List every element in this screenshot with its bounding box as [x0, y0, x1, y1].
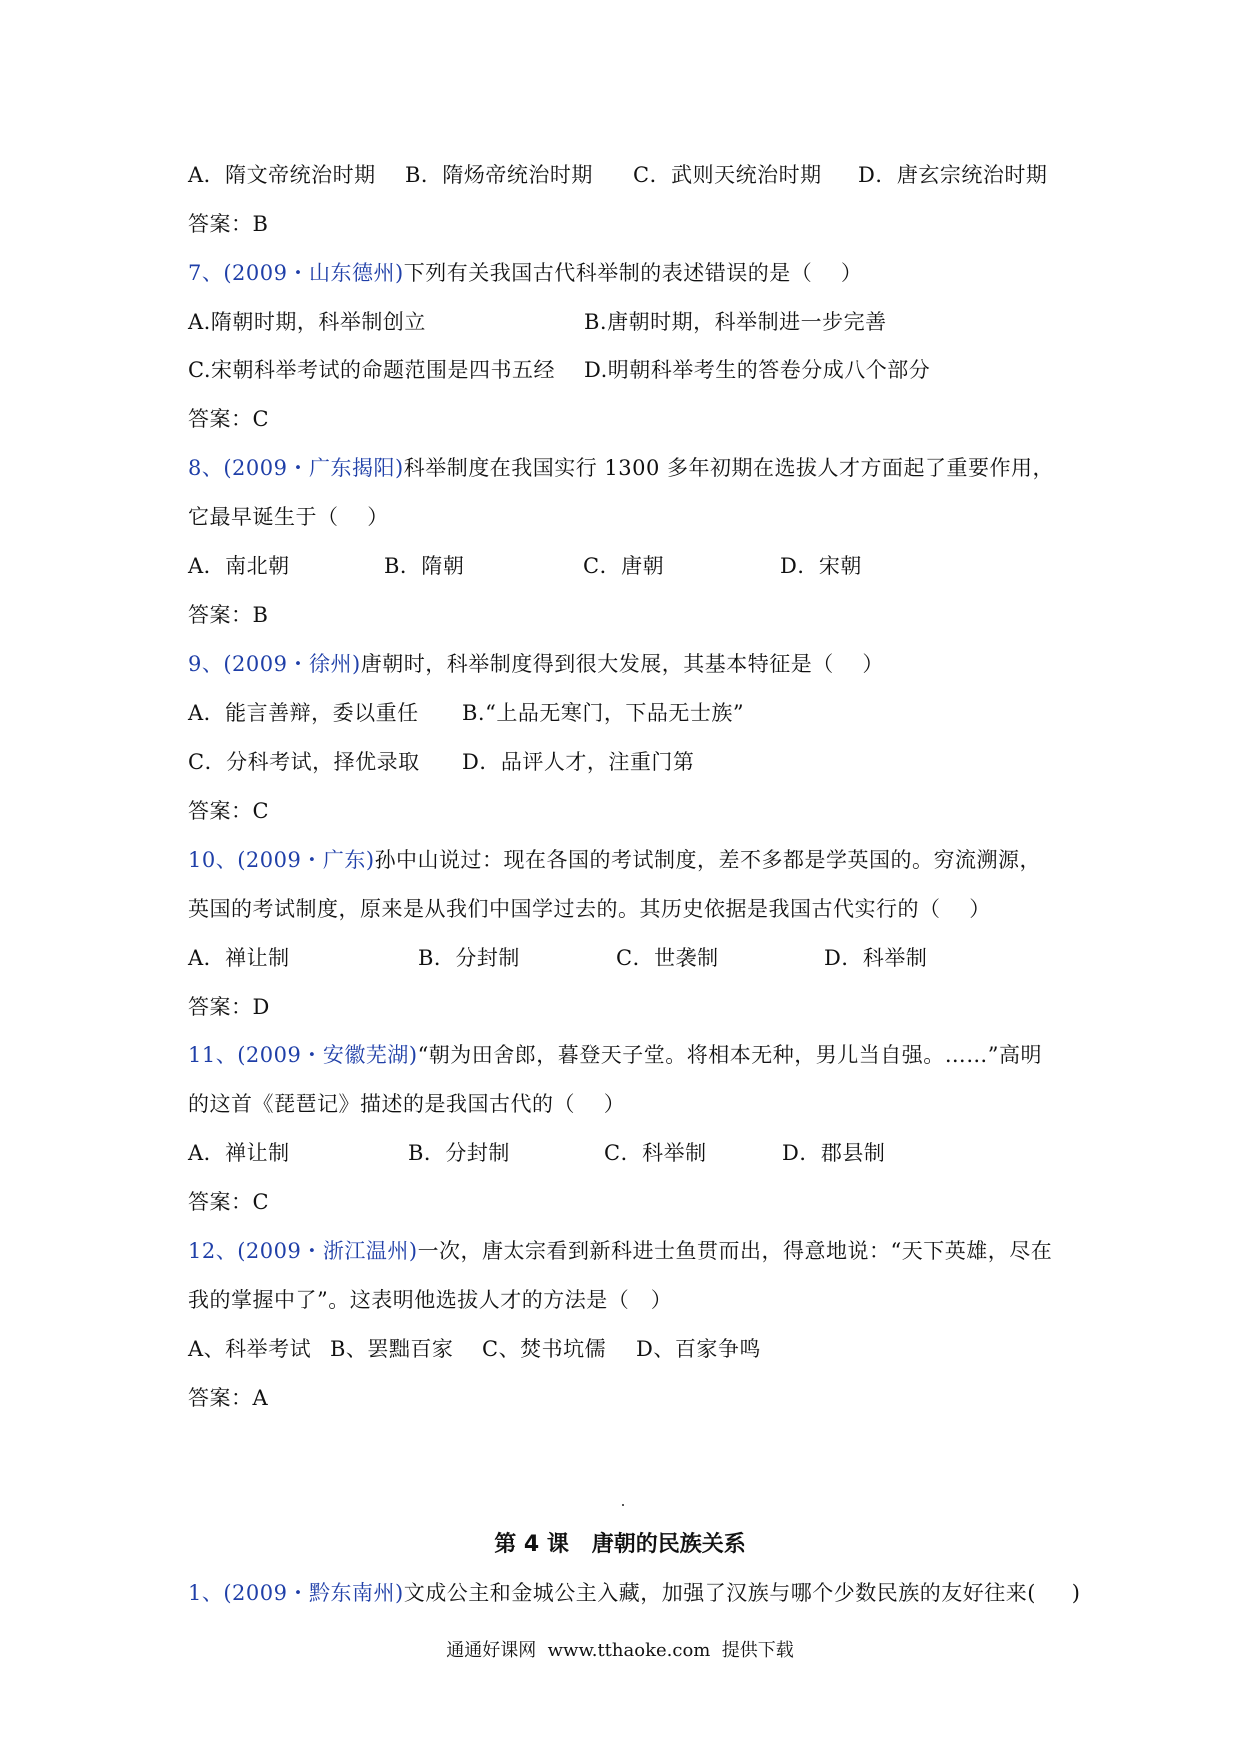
- question-11-answer: 答案：C: [188, 1190, 270, 1214]
- option-b: B．隋朝: [384, 554, 465, 578]
- option-a: A.隋朝时期，科举制创立: [188, 310, 426, 334]
- question-10-stem: [188, 845, 1041, 875]
- question-6-options: [0, 160, 1240, 190]
- option-d: D．郡县制: [782, 1141, 886, 1165]
- question-9-options-row2: [0, 747, 1240, 777]
- question-7-options-row1: [0, 307, 1240, 337]
- question-9-options-row1: [0, 698, 1240, 728]
- question-11-stem-cont: 的这首《琵琶记》描述的是我国古代的（ ）: [188, 1092, 626, 1116]
- question-10-options: [0, 943, 1240, 973]
- question-11-stem: [188, 1040, 1042, 1070]
- option-c: C．唐朝: [583, 554, 665, 578]
- option-a: A、科举考试: [188, 1337, 312, 1361]
- question-7-answer: 答案：C: [188, 407, 270, 431]
- question-text: 文成公主和金城公主入藏，加强了汉族与哪个少数民族的友好往来( ): [403, 1581, 1081, 1605]
- question-source: 8、(2009・广东揭阳): [188, 456, 404, 480]
- page-footer: 通通好课网 www.tthaoke.com 提供下载: [446, 1640, 794, 1661]
- question-12-options: [0, 1334, 1240, 1364]
- option-a: A．能言善辩，委以重任: [188, 701, 419, 725]
- option-a: A．隋文帝统治时期: [188, 163, 376, 187]
- question-source: 7、(2009・山东德州): [188, 261, 404, 285]
- question-text: 下列有关我国古代科举制的表述错误的是（ ）: [403, 261, 863, 285]
- option-b: B．分封制: [418, 946, 520, 970]
- question-10-answer: 答案：D: [188, 995, 270, 1019]
- question-7-options-row2: [0, 355, 1240, 385]
- question-9-stem: [188, 649, 884, 679]
- option-c: C、焚书坑儒: [482, 1337, 607, 1361]
- question-text: 孙中山说过：现在各国的考试制度，差不多都是学英国的。穷流溯源，: [374, 848, 1042, 872]
- lesson4-question-1-stem: [188, 1578, 1080, 1608]
- option-c: C．分科考试，择优录取: [188, 750, 420, 774]
- option-c: C.宋朝科举考试的命题范围是四书五经: [188, 358, 555, 382]
- option-b: B.“上品无寒门，下品无士族”: [462, 701, 745, 725]
- question-12-stem: [188, 1236, 1052, 1266]
- question-source: 9、(2009・徐州): [188, 652, 361, 676]
- question-7-stem: [188, 258, 862, 288]
- question-source: 1、(2009・黔东南州): [188, 1581, 404, 1605]
- question-source: 10、(2009・广东): [188, 848, 375, 872]
- option-b: B、罢黜百家: [330, 1337, 454, 1361]
- question-text: 一次，唐太宗看到新科进士鱼贯而出，得意地说：“天下英雄，尽在: [417, 1239, 1053, 1263]
- question-source: 12、(2009・浙江温州): [188, 1239, 418, 1263]
- option-d: D．宋朝: [780, 554, 862, 578]
- question-text: “朝为田舍郎，暮登天子堂。将相本无种，男儿当自强。……”高明: [417, 1043, 1043, 1067]
- option-a: A．南北朝: [188, 554, 290, 578]
- option-c: C．武则天统治时期: [633, 163, 822, 187]
- option-a: A．禅让制: [188, 1141, 290, 1165]
- question-text: 唐朝时，科举制度得到很大发展，其基本特征是（ ）: [360, 652, 884, 676]
- question-6-answer: 答案：B: [188, 212, 269, 236]
- question-11-options: [0, 1138, 1240, 1168]
- option-d: D、百家争鸣: [636, 1337, 761, 1361]
- option-b: B.唐朝时期，科举制进一步完善: [584, 310, 887, 334]
- question-8-stem-cont: 它最早诞生于（ ）: [188, 505, 389, 529]
- question-9-answer: 答案：C: [188, 799, 270, 823]
- option-c: C．世袭制: [616, 946, 719, 970]
- question-text: 科举制度在我国实行 1300 多年初期在选拔人才方面起了重要作用，: [403, 456, 1054, 480]
- question-8-stem: [188, 453, 1054, 483]
- question-8-options: [0, 551, 1240, 581]
- question-8-answer: 答案：B: [188, 603, 269, 627]
- option-d: D．唐玄宗统治时期: [858, 163, 1048, 187]
- option-d: D.明朝科举考生的答卷分成八个部分: [584, 358, 931, 382]
- question-12-stem-cont: 我的掌握中了”。这表明他选拔人才的方法是（ ）: [188, 1288, 673, 1312]
- option-d: D．品评人才，注重门第: [462, 750, 695, 774]
- option-b: B．分封制: [408, 1141, 510, 1165]
- lesson-title: 第 4 课 唐朝的民族关系: [494, 1532, 746, 1557]
- question-10-stem-cont: 英国的考试制度，原来是从我们中国学过去的。其历史依据是我国古代实行的（ ）: [188, 897, 991, 921]
- option-d: D．科举制: [824, 946, 928, 970]
- question-source: 11、(2009・安徽芜湖): [188, 1043, 418, 1067]
- question-12-answer: 答案：A: [188, 1386, 269, 1410]
- option-a: A．禅让制: [188, 946, 290, 970]
- stray-dot: [622, 1504, 624, 1506]
- option-c: C．科举制: [604, 1141, 707, 1165]
- option-b: B．隋炀帝统治时期: [405, 163, 593, 187]
